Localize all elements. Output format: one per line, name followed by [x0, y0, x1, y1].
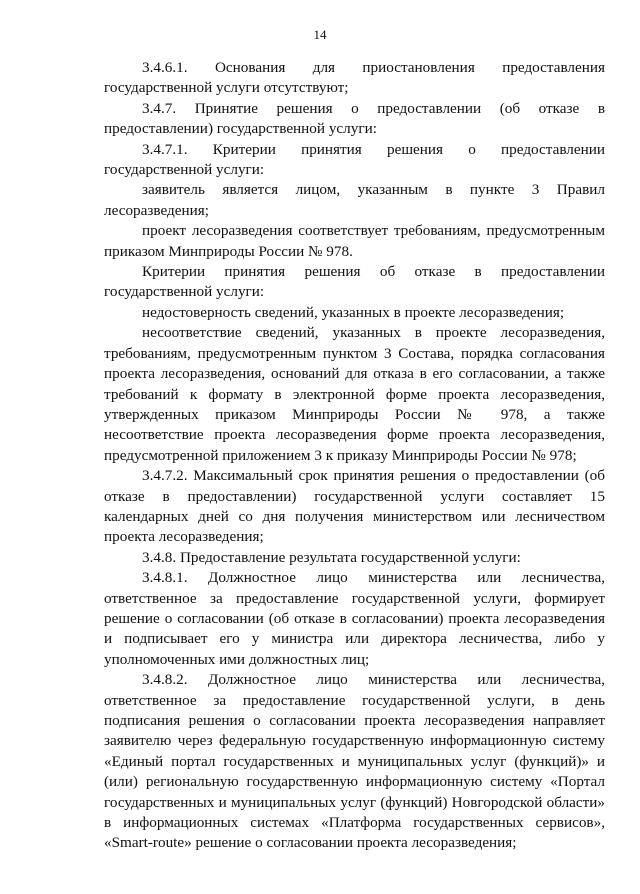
paragraph-3-4-7: 3.4.7. Принятие решения о предоставлении (об отказе в предоставлении) государственной услуги:: [104, 99, 605, 138]
paragraph-criterion-applicant: заявитель является лицом, указанным в пункте 3 Правил лесоразведения;: [104, 181, 605, 219]
paragraph-refusal-criteria: Критерии принятия решения об отказе в предоставлении государственной услуги:: [104, 263, 605, 301]
page-number: 14: [313, 27, 327, 42]
paragraph-3-4-6-1: 3.4.6.1. Основания для приостановления предоставления государственной услуги отсутствуют;: [104, 59, 605, 97]
paragraph-criterion-project: проект лесоразведения соответствует требованиям, предусмотренным приказом Минприроды России № 978.: [104, 222, 605, 260]
paragraph-nonconformity: несоответствие сведений, указанных в проекте лесоразведения, требованиям, предусмотренным пунктом 3 Состава, порядка согласования проекта лесоразведения, оснований для отказа в его согласовании, а также требований к формату в электронной форме проекта лесоразведения, утвержденных приказом Минприроды России № 978, а также несоответствие проекта лесоразведения форме проекта лесоразведения, предусмотренной приложением 3 к приказу Минприроды России № 978;: [104, 324, 605, 464]
paragraph-3-4-8: 3.4.8. Предоставление результата государственной услуги:: [142, 548, 521, 566]
paragraph-unreliable-info: недостоверность сведений, указанных в проекте лесоразведения;: [142, 303, 565, 321]
document-body: [104, 58, 605, 854]
paragraph-3-4-7-2: 3.4.7.2. Максимальный срок принятия решения о предоставлении (об отказе в предоставлении) государственной услуги составляет 15 календарных дней со дня получения министерством или лесничеством проекта лесоразведения;: [104, 467, 605, 546]
paragraph-3-4-8-1: 3.4.8.1. Должностное лицо министерства или лесничества, ответственное за предоставление государственной услуги, формирует решение о согласовании (об отказе в согласовании) проекта лесоразведения и подписывает его у министра или директора лесничества, либо у уполномоченных ими должностных лиц;: [104, 569, 605, 668]
paragraph-3-4-8-2: 3.4.8.2. Должностное лицо министерства или лесничества, ответственное за предоставление государственной услуги, в день подписания решения о согласовании проекта лесоразведения направляет заявителю через федеральную государственную информационную систему «Единый портал государственных и муниципальных услуг (функций)» и (или) региональную государственную информационную систему «Портал государственных и муниципальных услуг (функций) Новгородской области» в информационных системах «Платформа государственных сервисов», «Smart-route» решение о согласовании проекта лесоразведения;: [104, 671, 605, 852]
paragraph-3-4-7-1: 3.4.7.1. Критерии принятия решения о предоставлении государственной услуги:: [104, 140, 605, 179]
